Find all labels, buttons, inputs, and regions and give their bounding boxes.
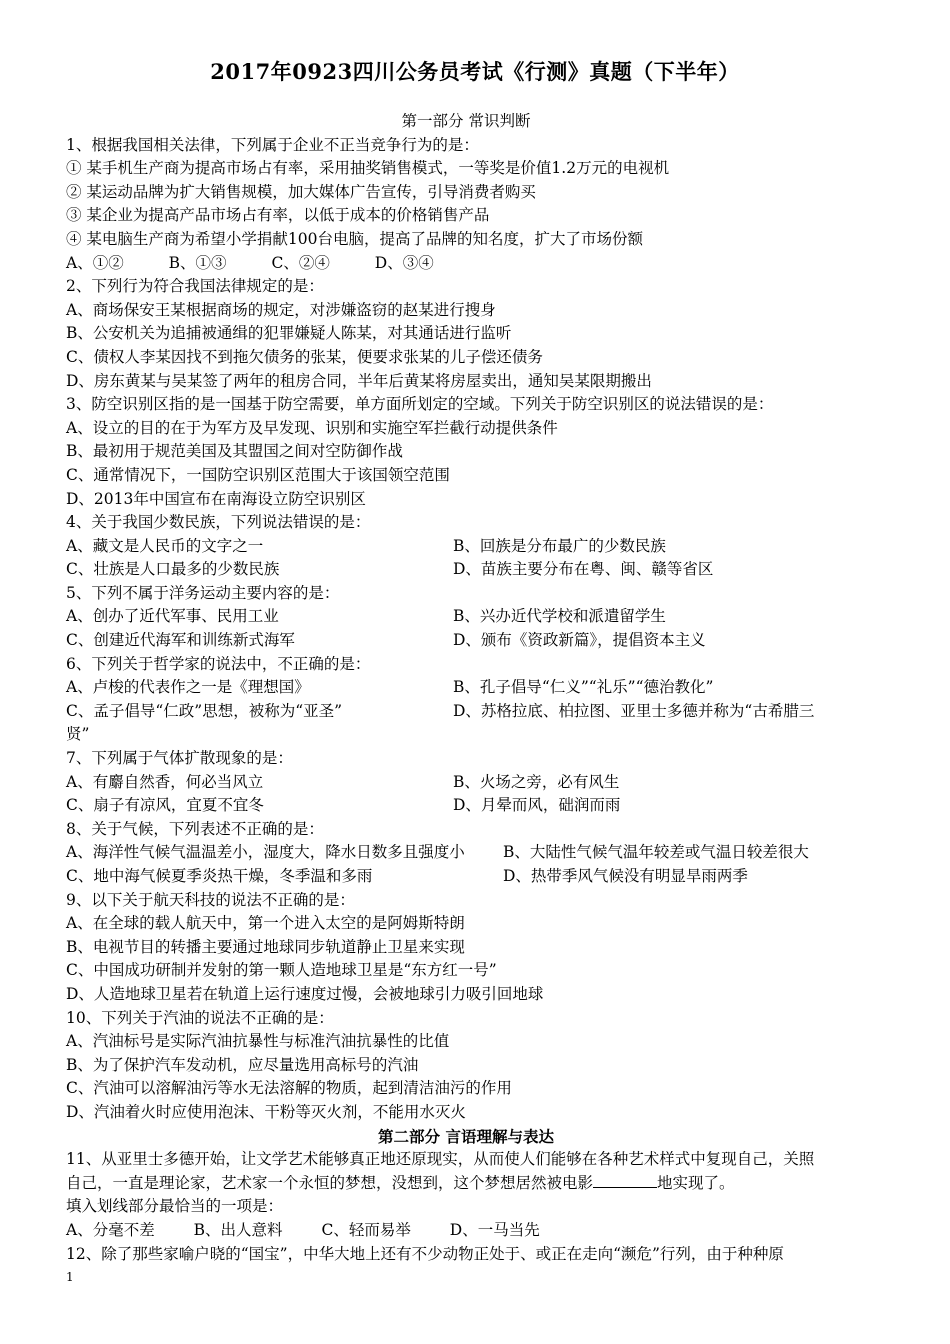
q11-options xyxy=(66,1219,866,1243)
q11-stem-after-blank: 地实现了。 xyxy=(657,1173,735,1192)
q4-option-d: D、苗族主要分布在粤、闽、赣等省区 xyxy=(453,560,714,579)
q5-option-c: C、创建近代海军和训练新式海军 xyxy=(66,631,295,650)
q4-options-row-2 xyxy=(66,558,866,582)
q3-option-c: C、通常情况下，一国防空识别区范围大于该国领空范围 xyxy=(66,465,450,484)
q6-stem: 6、下列关于哲学家的说法中，不正确的是： xyxy=(66,654,371,673)
q2-option-b: B、公安机关为追捕被通缉的犯罪嫌疑人陈某，对其通话进行监听 xyxy=(66,324,512,343)
q1-statement-3: ③ 某企业为提高产品市场占有率，以低于成本的价格销售产品 xyxy=(66,206,490,225)
q7-option-d: D、月晕而风，础润而雨 xyxy=(453,796,621,815)
q1-statement-4: ④ 某电脑生产商为希望小学捐献100台电脑，提高了品牌的知名度，扩大了市场份额 xyxy=(66,229,644,248)
q5-options-row-1 xyxy=(66,605,866,629)
q6-options-row-1 xyxy=(66,676,866,700)
q10-option-a: A、汽油标号是实际汽油抗暴性与标准汽油抗暴性的比值 xyxy=(66,1032,450,1051)
q10-stem: 10、下列关于汽油的说法不正确的是： xyxy=(66,1008,334,1027)
q10-option-d: D、汽油着火时应使用泡沫、干粉等灭火剂，不能用水灭火 xyxy=(66,1102,466,1121)
q7-option-b: B、火场之旁，必有风生 xyxy=(453,772,620,791)
q5-options-row-2 xyxy=(66,629,866,653)
q5-option-b: B、兴办近代学校和派遣留学生 xyxy=(453,607,666,626)
q8-options-row-2 xyxy=(66,865,866,889)
q11-option-a: A、分毫不差 xyxy=(66,1220,155,1239)
q11-stem-line-2 xyxy=(66,1172,866,1196)
q4-option-b: B、回族是分布最广的少数民族 xyxy=(453,536,666,555)
q9-option-c: C、中国成功研制并发射的第一颗人造地球卫星是“东方红一号” xyxy=(66,961,497,980)
q11-stem-line-1: 11、从亚里士多德开始，让文学艺术能够真正地还原现实，从而使人们能够在各种艺术样式中复现自己，关照 xyxy=(66,1150,815,1169)
q1-option-b: B、①③ xyxy=(168,253,227,272)
q10-option-b: B、为了保护汽车发动机，应尽量选用高标号的汽油 xyxy=(66,1055,419,1074)
q2-stem: 2、下列行为符合我国法律规定的是： xyxy=(66,277,324,296)
q2-option-d: D、房东黄某与吴某签了两年的租房合同，半年后黄某将房屋卖出，通知吴某限期搬出 xyxy=(66,371,652,390)
q7-options-row-2 xyxy=(66,794,866,818)
q12-stem-line-1: 12、除了那些家喻户晓的“国宝”，中华大地上还有不少动物正处于、或正在走向“濒危”行列，由于种种原 xyxy=(66,1244,784,1263)
q4-option-c: C、壮族是人口最多的少数民族 xyxy=(66,560,280,579)
q11-stem-before-blank: 自己，一直是理论家，艺术家一个永恒的梦想，没想到，这个梦想居然被电影 xyxy=(66,1173,594,1192)
q7-option-a: A、有麝自然香，何必当风立 xyxy=(66,772,264,791)
q2-option-c: C、债权人李某因找不到拖欠债务的张某，便要求张某的儿子偿还债务 xyxy=(66,347,543,366)
q3-option-d: D、2013年中国宣布在南海设立防空识别区 xyxy=(66,489,366,508)
q6-option-b: B、孔子倡导“仁义”“礼乐”“德治教化” xyxy=(453,678,714,697)
q3-stem: 3、防空识别区指的是一国基于防空需要，单方面所划定的空域。下列关于防空识别区的说法错误的是： xyxy=(66,395,774,414)
q9-stem: 9、以下关于航天科技的说法不正确的是： xyxy=(66,890,355,909)
q1-option-d: D、③④ xyxy=(374,253,434,272)
q11-option-d: D、一马当先 xyxy=(449,1220,540,1239)
q9-option-b: B、电视节目的转播主要通过地球同步轨道静止卫星来实现 xyxy=(66,937,465,956)
q6-option-a: A、卢梭的代表作之一是《理想国》 xyxy=(66,678,310,697)
q3-option-a: A、设立的目的在于为军方及早发现、识别和实施空军拦截行动提供条件 xyxy=(66,418,558,437)
q5-option-a: A、创办了近代军事、民用工业 xyxy=(66,607,279,626)
q2-option-a: A、商场保安王某根据商场的规定，对涉嫌盗窃的赵某进行搜身 xyxy=(66,300,496,319)
q1-stem: 1、根据我国相关法律，下列属于企业不正当竞争行为的是： xyxy=(66,135,479,154)
q8-option-c: C、地中海气候夏季炎热干燥，冬季温和多雨 xyxy=(66,867,373,885)
q6-option-c: C、孟子倡导“仁政”思想，被称为“亚圣” xyxy=(66,701,343,720)
q4-option-a: A、藏文是人民币的文字之一 xyxy=(66,536,264,555)
part2-heading: 第二部分 言语理解与表达 xyxy=(378,1126,554,1146)
q4-stem: 4、关于我国少数民族，下列说法错误的是： xyxy=(66,513,371,532)
q4-options-row-1 xyxy=(66,535,866,559)
q1-option-a: A、①② xyxy=(66,253,124,272)
q9-option-a: A、在全球的载人航天中，第一个进入太空的是阿姆斯特朗 xyxy=(66,914,465,933)
q7-option-c: C、扇子有凉风，宜夏不宜冬 xyxy=(66,796,264,815)
q8-option-a: A、海洋性气候气温温差小，湿度大，降水日数多且强度小 xyxy=(66,843,465,862)
q11-option-b: B、出人意料 xyxy=(193,1220,283,1239)
q1-statement-1: ① 某手机生产商为提高市场占有率，采用抽奖销售模式，一等奖是价值1.2万元的电视机 xyxy=(66,159,670,178)
q8-option-b: B、大陆性气候气温年较差或气温日较差很大 xyxy=(503,843,809,862)
q3-option-b: B、最初用于规范美国及其盟国之间对空防御作战 xyxy=(66,442,403,461)
q10-option-c: C、汽油可以溶解油污等水无法溶解的物质，起到清洁油污的作用 xyxy=(66,1079,512,1098)
q11-option-c: C、轻而易举 xyxy=(321,1220,411,1239)
q1-statement-2: ② 某运动品牌为扩大销售规模，加大媒体广告宣传，引导消费者购买 xyxy=(66,182,536,201)
q7-stem: 7、下列属于气体扩散现象的是： xyxy=(66,749,293,768)
document-body xyxy=(66,110,866,1266)
q9-option-d: D、人造地球卫星若在轨道上运行速度过慢，会被地球引力吸引回地球 xyxy=(66,984,544,1003)
q7-options-row-1 xyxy=(66,771,866,795)
q8-stem: 8、关于气候，下列表述不正确的是： xyxy=(66,819,324,838)
q8-options-row-1 xyxy=(66,841,866,865)
q6-option-d: D、苏格拉底、柏拉图、亚里士多德并称为“古希腊三 xyxy=(453,701,815,720)
page-number: 1 xyxy=(66,1270,74,1284)
q5-option-d: D、颁布《资政新篇》，提倡资本主义 xyxy=(453,631,706,650)
q8-option-d: D、热带季风气候没有明显旱雨两季 xyxy=(503,867,748,885)
q11-prompt: 填入划线部分最恰当的一项是： xyxy=(66,1197,284,1216)
q5-stem: 5、下列不属于洋务运动主要内容的是： xyxy=(66,583,340,602)
q6-options-row-2 xyxy=(66,700,866,724)
q1-options xyxy=(66,252,866,276)
part1-heading: 第一部分 常识判断 xyxy=(401,112,531,130)
document-title: 2017年0923四川公务员考试《行测》真题（下半年） xyxy=(210,59,740,84)
q6-option-d-continued: 贤” xyxy=(66,725,90,744)
q11-blank xyxy=(593,1172,657,1188)
q1-option-c: C、②④ xyxy=(271,253,330,272)
